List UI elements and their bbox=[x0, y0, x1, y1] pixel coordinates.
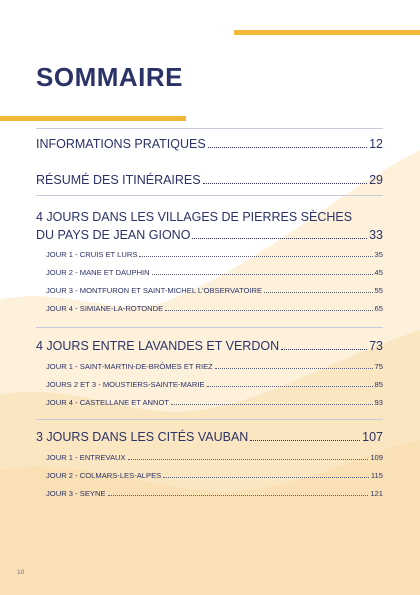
toc-entry-page: 55 bbox=[374, 286, 383, 295]
toc-entry-page: 45 bbox=[374, 268, 383, 277]
toc-entry-page: 121 bbox=[370, 489, 383, 498]
toc-entry-label: JOUR 3 - MONTFURON ET SAINT-MICHEL L'OBSERVATOIRE bbox=[46, 286, 263, 295]
dot-leader bbox=[192, 238, 367, 239]
toc-entry-label: JOUR 1 - SAINT-MARTIN-DE-BRÔMES ET RIEZ bbox=[46, 362, 213, 371]
toc-section-3[interactable] bbox=[36, 430, 383, 444]
toc-day-entry[interactable] bbox=[36, 304, 383, 313]
dot-leader bbox=[108, 495, 369, 496]
toc-day-entry[interactable] bbox=[36, 362, 383, 371]
toc-entry-label: JOUR 3 - SEYNE bbox=[46, 489, 106, 498]
page-title: SOMMAIRE bbox=[36, 62, 183, 92]
toc-entry-label: 4 JOURS ENTRE LAVANDES ET VERDON bbox=[36, 339, 280, 353]
toc-entry-label: JOUR 4 - CASTELLANE ET ANNOT bbox=[46, 398, 170, 407]
dot-leader bbox=[139, 256, 372, 257]
toc-day-entry[interactable] bbox=[36, 489, 383, 498]
toc-entry-label: INFORMATIONS PRATIQUES bbox=[36, 137, 206, 151]
dot-leader bbox=[163, 477, 369, 478]
toc-entry-label: JOUR 1 - ENTREVAUX bbox=[46, 453, 126, 462]
toc-day-entry[interactable] bbox=[36, 380, 383, 389]
toc-entry-label: JOURS 2 ET 3 - MOUSTIERS-SAINTE-MARIE bbox=[46, 380, 205, 389]
dot-leader bbox=[152, 274, 373, 275]
dot-leader bbox=[171, 404, 372, 405]
toc-entry-page: 35 bbox=[374, 250, 383, 259]
toc-day-entry[interactable] bbox=[36, 268, 383, 277]
toc-entry-page: 85 bbox=[374, 380, 383, 389]
toc-day-entry[interactable] bbox=[36, 250, 383, 259]
dot-leader bbox=[250, 440, 360, 441]
toc-day-entry[interactable] bbox=[36, 286, 383, 295]
dot-leader bbox=[208, 147, 367, 148]
toc-entry-page: 12 bbox=[369, 137, 383, 151]
toc-entry-informations[interactable] bbox=[36, 137, 383, 151]
dot-leader bbox=[203, 183, 367, 184]
toc-entry-page: 33 bbox=[369, 228, 383, 242]
toc-entry-page: 73 bbox=[369, 339, 383, 353]
top-accent-bar bbox=[234, 30, 420, 35]
toc-entry-label: JOUR 2 - COLMARS-LES-ALPES bbox=[46, 471, 162, 480]
toc-entry-page: 109 bbox=[370, 453, 383, 462]
dot-leader bbox=[281, 349, 367, 350]
dot-leader bbox=[215, 368, 373, 369]
divider bbox=[36, 327, 383, 328]
toc-entry-label: JOUR 4 - SIMIANE-LA-ROTONDE bbox=[46, 304, 164, 313]
page-number: 10 bbox=[17, 569, 25, 576]
toc-entry-label: JOUR 1 - CRUIS ET LURS bbox=[46, 250, 138, 259]
divider bbox=[36, 419, 383, 420]
divider bbox=[36, 195, 383, 196]
toc-entry-page: 93 bbox=[374, 398, 383, 407]
dot-leader bbox=[207, 386, 373, 387]
toc-entry-label: RÉSUMÉ DES ITINÉRAIRES bbox=[36, 173, 201, 187]
dot-leader bbox=[264, 292, 372, 293]
toc-entry-page: 65 bbox=[374, 304, 383, 313]
dot-leader bbox=[165, 310, 372, 311]
toc-day-entry[interactable] bbox=[36, 471, 383, 480]
dot-leader bbox=[128, 459, 369, 460]
toc-section-title-line1: 4 JOURS DANS LES VILLAGES DE PIERRES SÈCHES bbox=[36, 210, 353, 224]
toc-entry-page: 115 bbox=[370, 471, 383, 480]
toc-entry-page: 75 bbox=[374, 362, 383, 371]
toc-entry-page: 107 bbox=[362, 430, 383, 444]
toc-day-entry[interactable] bbox=[36, 398, 383, 407]
toc-section-title-line2: DU PAYS DE JEAN GIONO bbox=[36, 228, 191, 242]
toc-entry-label: 3 JOURS DANS LES CITÉS VAUBAN bbox=[36, 430, 249, 444]
toc-entry-page: 29 bbox=[369, 173, 383, 187]
toc-section-2[interactable] bbox=[36, 339, 383, 353]
divider bbox=[36, 128, 383, 129]
title-accent-bar bbox=[0, 116, 186, 121]
toc-entry-resume[interactable] bbox=[36, 173, 383, 187]
toc-entry-label: JOUR 2 - MANE ET DAUPHIN bbox=[46, 268, 150, 277]
toc-day-entry[interactable] bbox=[36, 453, 383, 462]
